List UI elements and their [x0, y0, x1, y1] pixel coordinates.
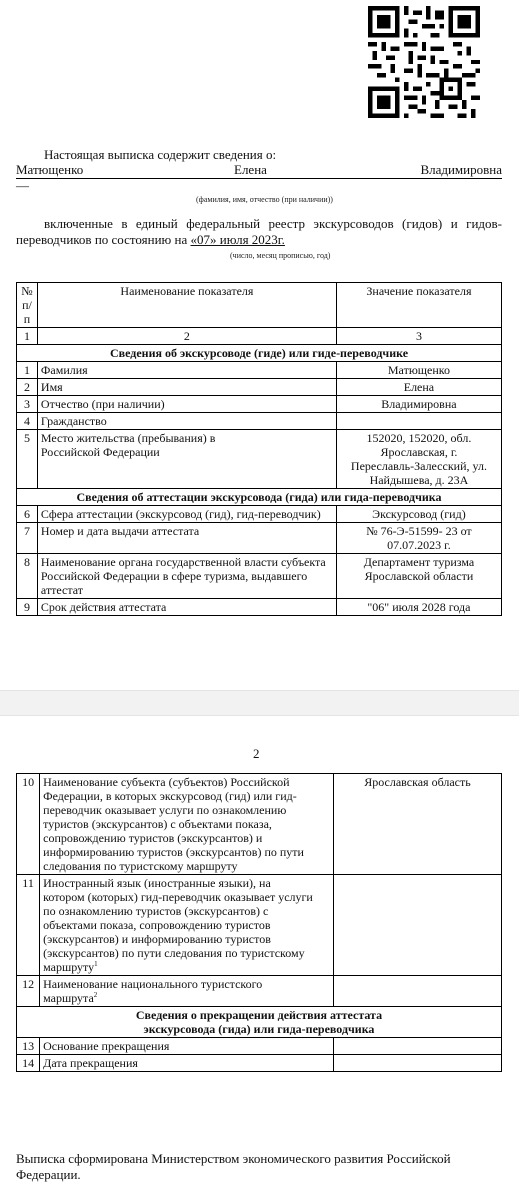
table-row: [17, 413, 502, 430]
row-number: 2: [17, 379, 38, 396]
header-name: Наименование показателя: [37, 283, 336, 328]
row-name: Основание прекращения: [40, 1038, 334, 1055]
row-number: 14: [17, 1055, 40, 1072]
row-value: [333, 1055, 501, 1072]
included-paragraph: [16, 216, 502, 248]
row-name: Фамилия: [37, 362, 336, 379]
row-name: Срок действия аттестата: [37, 599, 336, 616]
table-row: [17, 506, 502, 523]
section-title-row: [17, 345, 502, 362]
section3-title: [17, 1007, 502, 1038]
column-number-row: [17, 328, 502, 345]
row-name-text: Иностранный язык (иностранные языки), на котором (которых) гид-переводчик оказывает услуги по ознакомлению туристов (экскурсантов) с объектами показа, сопровождению туристов (экскурсантов) и информированию туристов (экскурсантов) по пути следования по туристскому маршруту: [43, 876, 313, 974]
table-row: [17, 774, 502, 875]
row-number: 5: [17, 430, 38, 489]
row-value: Ярославская область: [333, 774, 501, 875]
surname-text: Матющенко: [16, 162, 84, 177]
page-separator: [0, 690, 519, 716]
row-number: 8: [17, 554, 38, 599]
row-name: Гражданство: [37, 413, 336, 430]
first-name-text: Елена: [234, 162, 267, 177]
row-value: "06" июля 2028 года: [336, 599, 501, 616]
header-num: № п/п: [17, 283, 38, 328]
date-caption: (число, месяц прописью, год): [230, 251, 331, 260]
table-row: [17, 362, 502, 379]
row-value: Экскурсовод (гид): [336, 506, 501, 523]
row-number: 7: [17, 523, 38, 554]
table-row: [17, 976, 502, 1007]
row-value: Департамент туризма Ярославской области: [336, 554, 501, 599]
row-value: Владимировна: [336, 396, 501, 413]
row-value: [336, 413, 501, 430]
row-number: 10: [17, 774, 40, 875]
row-name: Дата прекращения: [40, 1055, 334, 1072]
column-number: 2: [37, 328, 336, 345]
row-value: [333, 976, 501, 1007]
row-number: 1: [17, 362, 38, 379]
row-name: Наименование органа государственной власти субъекта Российской Федерации в сфере туризма, выдавшего аттестат: [37, 554, 336, 599]
qr-code-image: [368, 6, 480, 118]
name-row-dash: —: [16, 178, 29, 193]
row-name: Место жительства (пребывания) в Российской Федерации: [37, 430, 336, 489]
row-name-text: Наименование национального туристского маршрута: [43, 977, 263, 1005]
row-name: Сфера аттестации (экскурсовод (гид), гид-переводчик): [37, 506, 336, 523]
row-number: 11: [17, 875, 40, 976]
included-text: включенные в единый федеральный реестр экскурсоводов (гидов) и гидов-переводчиков по состоянию на: [16, 216, 502, 247]
column-number: 3: [336, 328, 501, 345]
footnote-mark: 1: [94, 960, 98, 968]
section3-title-line2: экскурсовода (гида) или гида-переводчика: [143, 1022, 375, 1036]
section-title-row: [17, 489, 502, 506]
column-number: 1: [17, 328, 38, 345]
row-name: Номер и дата выдачи аттестата: [37, 523, 336, 554]
row-value: [333, 875, 501, 976]
table-row: [17, 430, 502, 489]
row-name: [40, 875, 334, 976]
section3-title-line1: Сведения о прекращении действия аттестата: [135, 1008, 383, 1022]
row-number: 3: [17, 396, 38, 413]
footnote-mark: 2: [93, 991, 98, 999]
table-row: [17, 523, 502, 554]
row-number: 4: [17, 413, 38, 430]
footer-text: Выписка сформирована Министерством экономического развития Российской Федерации.: [16, 1151, 451, 1182]
intro-text: Настоящая выписка содержит сведения о:: [44, 147, 277, 162]
table-row: [17, 1055, 502, 1072]
row-value: Елена: [336, 379, 501, 396]
table-row: [17, 396, 502, 413]
registry-table-page2: [16, 773, 502, 1072]
row-number: 12: [17, 976, 40, 1007]
table-row: [17, 554, 502, 599]
row-name: [40, 976, 334, 1007]
row-name: Отчество (при наличии): [37, 396, 336, 413]
row-number: 13: [17, 1038, 40, 1055]
row-value: № 76-Э-51599- 23 от 07.07.2023 г.: [336, 523, 501, 554]
section1-title: Сведения об экскурсоводе (гиде) или гиде-переводчике: [17, 345, 502, 362]
page-number: 2: [253, 746, 260, 761]
registry-table-page1: [16, 282, 502, 616]
table-row: [17, 379, 502, 396]
row-value: 152020, 152020, обл. Ярославская, г. Переславль-Залесский, ул. Найдышева, д. 23А: [336, 430, 501, 489]
row-name: [40, 774, 334, 875]
person-name-row: [16, 162, 502, 179]
table-row: [17, 599, 502, 616]
header-value: Значение показателя: [336, 283, 501, 328]
row-number: 9: [17, 599, 38, 616]
name-caption: (фамилия, имя, отчество (при наличии)): [196, 195, 333, 204]
section2-title: Сведения об аттестации экскурсовода (гида) или гида-переводчика: [17, 489, 502, 506]
patronymic-text: Владимировна: [420, 162, 502, 177]
row-value: [333, 1038, 501, 1055]
table-row: [17, 1038, 502, 1055]
row-name-text: Наименование субъекта (субъектов) Российской Федерации, в которых экскурсовод (гид) или гид-переводчик оказывает услуги по ознакомлению туристов (экскурсантов) с объектами показа, сопровождению туристов (экскурсантов) и информированию туристов (экскурсантов) по пути следования по туристскому маршруту: [43, 775, 304, 873]
row-name: Имя: [37, 379, 336, 396]
row-value: Матющенко: [336, 362, 501, 379]
section-title-row: [17, 1007, 502, 1038]
report-date: «07» июля 2023г.: [190, 232, 285, 247]
row-number: 6: [17, 506, 38, 523]
table-row: [17, 875, 502, 976]
table-header-row: [17, 283, 502, 328]
